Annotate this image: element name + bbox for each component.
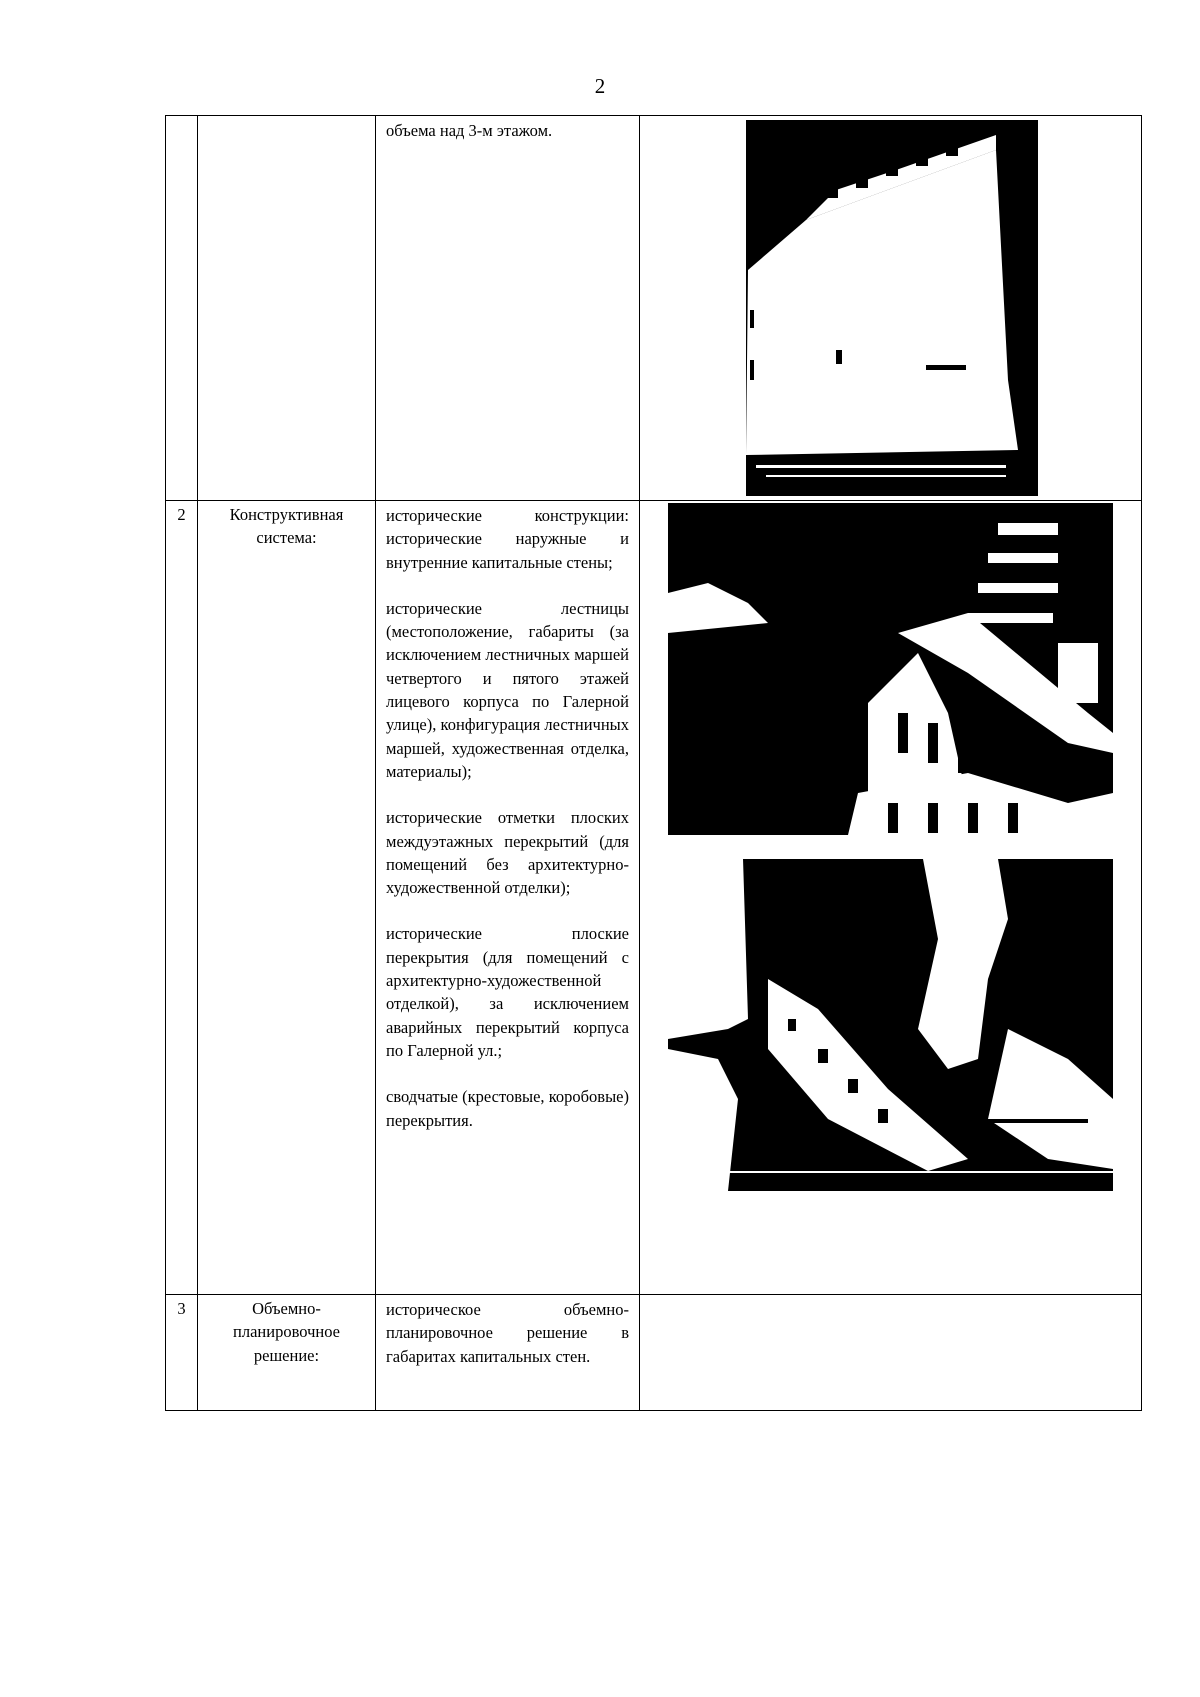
description-paragraph: историческое объемно-планировочное решение в габаритах капитальных стен. [386,1300,629,1366]
table-row [166,501,1142,1295]
table-row [166,1295,1142,1411]
table-row [166,116,1142,501]
staircase-photo-lower [668,859,1113,1191]
description-paragraph: исторические отметки плоских междуэтажных перекрытий (для помещений без архитектурно-художественной отделки); [386,808,629,898]
description-paragraph: объема над 3-м этажом. [386,121,553,140]
description-paragraph: исторические лестницы (местоположение, габариты (за исключением лестничных маршей четвертого и пятого этажей лицевого корпуса по Галерной улице), конфигурация лестничных маршей, художественная отделка, материалы); [386,598,629,781]
description-paragraph: исторические плоские перекрытия (для помещений с архитектурно-художественной отделкой), за исключением аварийных перекрытий корпуса по Галерной ул.; [386,924,629,1060]
row-number [166,116,198,501]
row-number: 2 [166,501,198,1295]
row-number: 3 [166,1295,198,1411]
page-number: 2 [594,74,606,98]
description-paragraph: исторические конструкции: исторические наружные и внутренние капитальные стены; [386,506,629,572]
row-photos [640,1295,1142,1411]
row-name [198,116,376,501]
facade-photo [746,120,1038,496]
row-photos [640,501,1142,1295]
description-paragraph: сводчатые (крестовые, коробовые) перекрытия. [386,1087,629,1130]
row-description [376,501,640,1295]
row-name: Конструктивная система: [198,501,376,1295]
staircase-photo-upper [668,503,1113,835]
row-description [376,116,640,501]
row-photos [640,116,1142,501]
row-description [376,1295,640,1411]
protection-subject-table [165,115,1142,1411]
row-name: Объемно-планировочное решение: [198,1295,376,1411]
